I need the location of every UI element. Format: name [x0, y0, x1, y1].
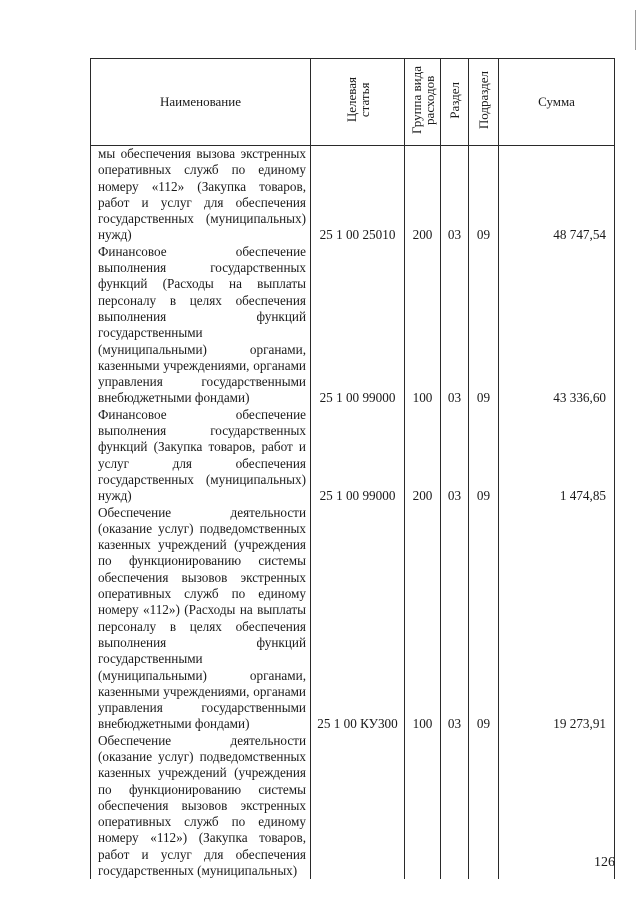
- row-sum: 19 273,91: [499, 505, 615, 733]
- table-row: [91, 407, 615, 505]
- table-row: [91, 146, 615, 244]
- table-header-row: [91, 59, 615, 146]
- row-subsection: 09: [469, 244, 499, 407]
- row-section: 03: [441, 244, 469, 407]
- header-subsection: Подраздел: [469, 59, 499, 146]
- row-section: 03: [441, 146, 469, 244]
- row-subsection: 09: [469, 505, 499, 733]
- row-target: 25 1 00 99000: [311, 407, 405, 505]
- row-name: Финансовое обеспечение выполнения государственных функций (Закупка товаров, работ и услуг для обеспечения государственных (муниципальных) нужд): [91, 407, 311, 505]
- row-target: [311, 733, 405, 880]
- table-row: [91, 244, 615, 407]
- row-section: 03: [441, 407, 469, 505]
- row-subsection: 09: [469, 146, 499, 244]
- page-number: 126: [594, 855, 615, 870]
- header-section: Раздел: [441, 59, 469, 146]
- budget-table: [90, 58, 615, 879]
- row-name: мы обеспечения вызова экстренных оперативных служб по единому номеру «112» (Закупка товаров, работ и услуг для обеспечения государственных (муниципальных) нужд): [91, 146, 311, 244]
- row-sum: 1 474,85: [499, 407, 615, 505]
- row-group: 100: [405, 244, 441, 407]
- row-group: 200: [405, 146, 441, 244]
- row-section: 03: [441, 505, 469, 733]
- row-name: Обеспечение деятельности (оказание услуг) подведомственных казенных учреждений (учреждения по функционированию системы обеспечения вызовов экстренных оперативных служб по единому номеру «112») (Расходы на выплаты персоналу в целях обеспечения выполнения функций государственными (муниципальными) органами, казенными учреждениями, органами управления государственными внебюджетными фондами): [91, 505, 311, 733]
- row-name: Финансовое обеспечение выполнения государственных функций (Расходы на выплаты персоналу в целях обеспечения выполнения функций государственными (муниципальными) органами, казенными учреждениями, органами управления государственными внебюджетными фондами): [91, 244, 311, 407]
- header-sum: Сумма: [499, 59, 615, 146]
- row-target: 25 1 00 99000: [311, 244, 405, 407]
- row-sum: 48 747,54: [499, 146, 615, 244]
- header-expense-group: Группа вида расходов: [405, 59, 441, 146]
- row-section: [441, 733, 469, 880]
- row-target: 25 1 00 КУ300: [311, 505, 405, 733]
- scan-edge-mark: [635, 10, 636, 50]
- row-group: 100: [405, 505, 441, 733]
- row-group: [405, 733, 441, 880]
- row-subsection: 09: [469, 407, 499, 505]
- table-row: [91, 505, 615, 733]
- header-name: Наименование: [91, 59, 311, 146]
- row-subsection: [469, 733, 499, 880]
- table-row: [91, 733, 615, 880]
- header-target-article: Целевая статья: [311, 59, 405, 146]
- row-sum: 43 336,60: [499, 244, 615, 407]
- row-group: 200: [405, 407, 441, 505]
- row-target: 25 1 00 25010: [311, 146, 405, 244]
- row-name: Обеспечение деятельности (оказание услуг) подведомственных казенных учреждений (учреждения по функционированию системы обеспечения вызовов экстренных оперативных служб по единому номеру «112») (Закупка товаров, работ и услуг для обеспечения государственных (муниципальных): [91, 733, 311, 880]
